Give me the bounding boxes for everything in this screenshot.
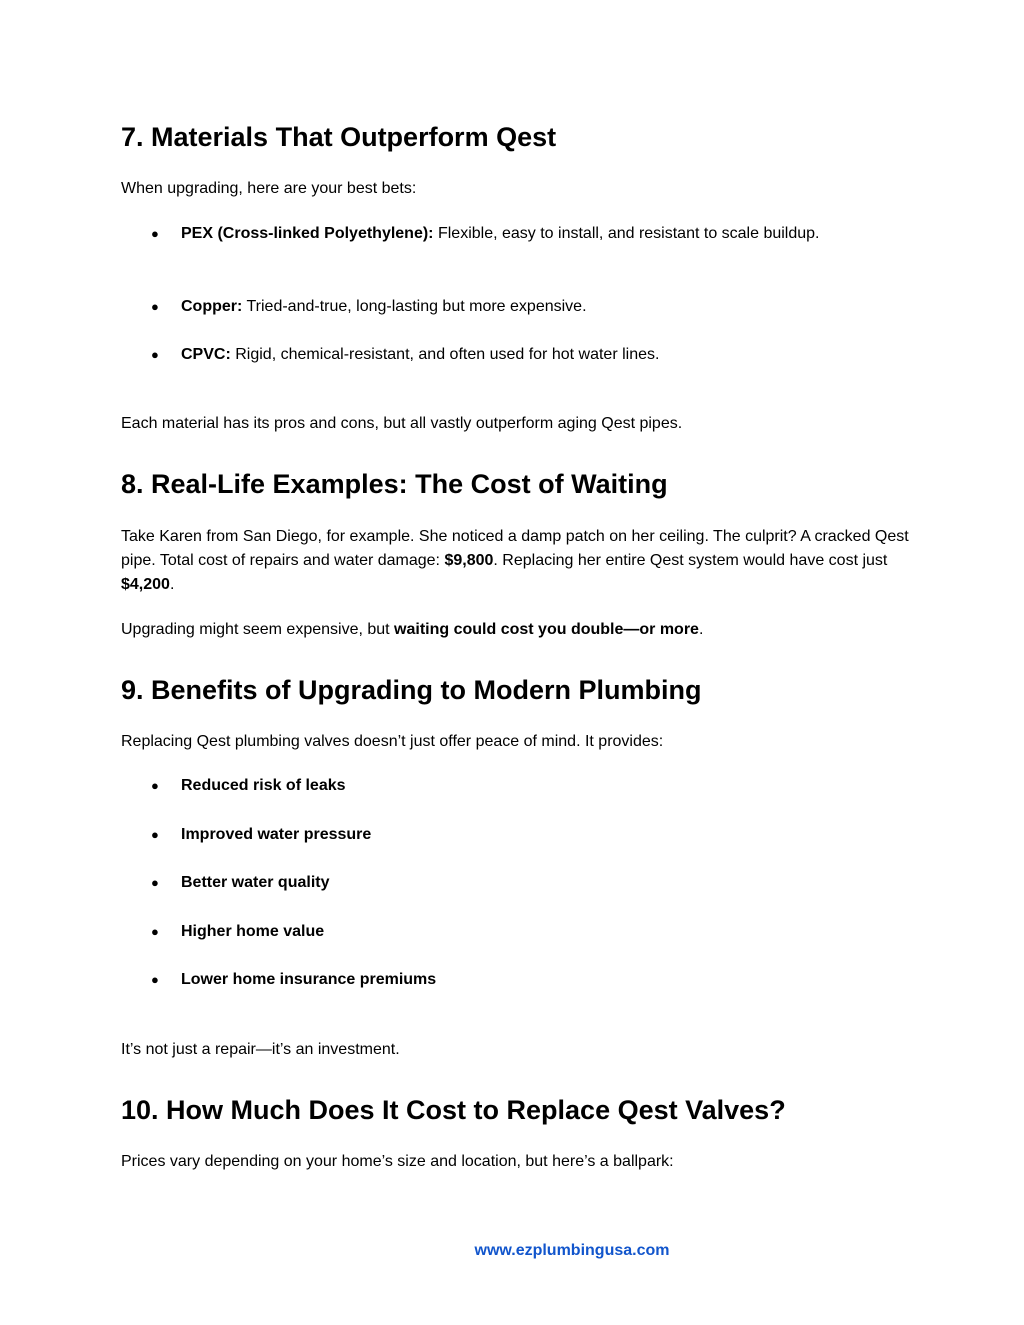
material-name: CPVC:	[181, 346, 231, 363]
bullet-icon: ●	[151, 972, 159, 987]
material-description: Flexible, easy to install, and resistant to scale buildup.	[433, 225, 820, 242]
list-item	[121, 222, 911, 246]
materials-list-2	[121, 295, 911, 319]
benefit-text: Higher home value	[181, 923, 325, 940]
website-link[interactable]: www.ezplumbingusa.com	[474, 1242, 670, 1259]
list-item	[121, 968, 911, 992]
replacement-cost: $4,200	[121, 576, 170, 593]
section-10-intro: Prices vary depending on your home’s size and location, but here’s a ballpark:	[121, 1153, 674, 1170]
materials-list	[121, 222, 911, 246]
benefits-list-2	[121, 823, 911, 847]
section-9-intro: Replacing Qest plumbing valves doesn’t just offer peace of mind. It provides:	[121, 733, 664, 750]
bullet-icon: ●	[151, 299, 159, 314]
list-item	[121, 343, 911, 367]
benefit-text: Better water quality	[181, 874, 330, 891]
benefit-text: Reduced risk of leaks	[181, 777, 346, 794]
benefit-text: Lower home insurance premiums	[181, 971, 437, 988]
section-9-heading: 9. Benefits of Upgrading to Modern Plumbing	[121, 675, 702, 705]
bullet-icon: ●	[151, 827, 159, 842]
list-item	[121, 295, 911, 319]
text-run: Upgrading might seem expensive, but	[121, 621, 395, 638]
list-item	[121, 920, 911, 944]
section-8-paragraph-1	[121, 525, 911, 597]
section-7-heading: 7. Materials That Outperform Qest	[121, 122, 557, 152]
bullet-icon: ●	[151, 778, 159, 793]
bullet-icon: ●	[151, 347, 159, 362]
benefits-list-3	[121, 871, 911, 895]
benefit-text: Improved water pressure	[181, 826, 372, 843]
benefits-list-5	[121, 968, 911, 992]
bullet-icon: ●	[151, 226, 159, 241]
text-run: Take Karen from San Diego, for example. She noticed a damp patch on her ceiling. The culprit? A cracked Qest pipe. Total cost of repairs and water damage:	[121, 528, 909, 569]
benefits-list-4	[121, 920, 911, 944]
material-name: PEX (Cross-linked Polyethylene):	[181, 225, 434, 242]
section-7-intro: When upgrading, here are your best bets:	[121, 180, 417, 197]
emphasis-text: waiting could cost you double—or more	[394, 621, 699, 638]
section-7-closing: Each material has its pros and cons, but all vastly outperform aging Qest pipes.	[121, 415, 683, 432]
material-description: Rigid, chemical-resistant, and often used for hot water lines.	[230, 346, 660, 363]
benefits-list	[121, 774, 911, 798]
text-run: .	[169, 576, 175, 593]
material-description: Tried-and-true, long-lasting but more expensive.	[242, 298, 587, 315]
section-10-heading: 10. How Much Does It Cost to Replace Qest Valves?	[121, 1095, 786, 1125]
list-item	[121, 774, 911, 798]
list-item	[121, 871, 911, 895]
text-run: . Replacing her entire Qest system would have cost just	[493, 552, 888, 569]
repair-cost: $9,800	[444, 552, 494, 569]
text-run: .	[698, 621, 704, 638]
section-8-heading: 8. Real-Life Examples: The Cost of Waiting	[121, 469, 668, 499]
section-9-closing: It’s not just a repair—it’s an investment.	[121, 1041, 400, 1058]
bullet-icon: ●	[151, 875, 159, 890]
section-8-paragraph-2	[121, 618, 911, 642]
list-item	[121, 823, 911, 847]
bullet-icon: ●	[151, 924, 159, 939]
material-name: Copper:	[181, 298, 243, 315]
materials-list-3	[121, 343, 911, 367]
